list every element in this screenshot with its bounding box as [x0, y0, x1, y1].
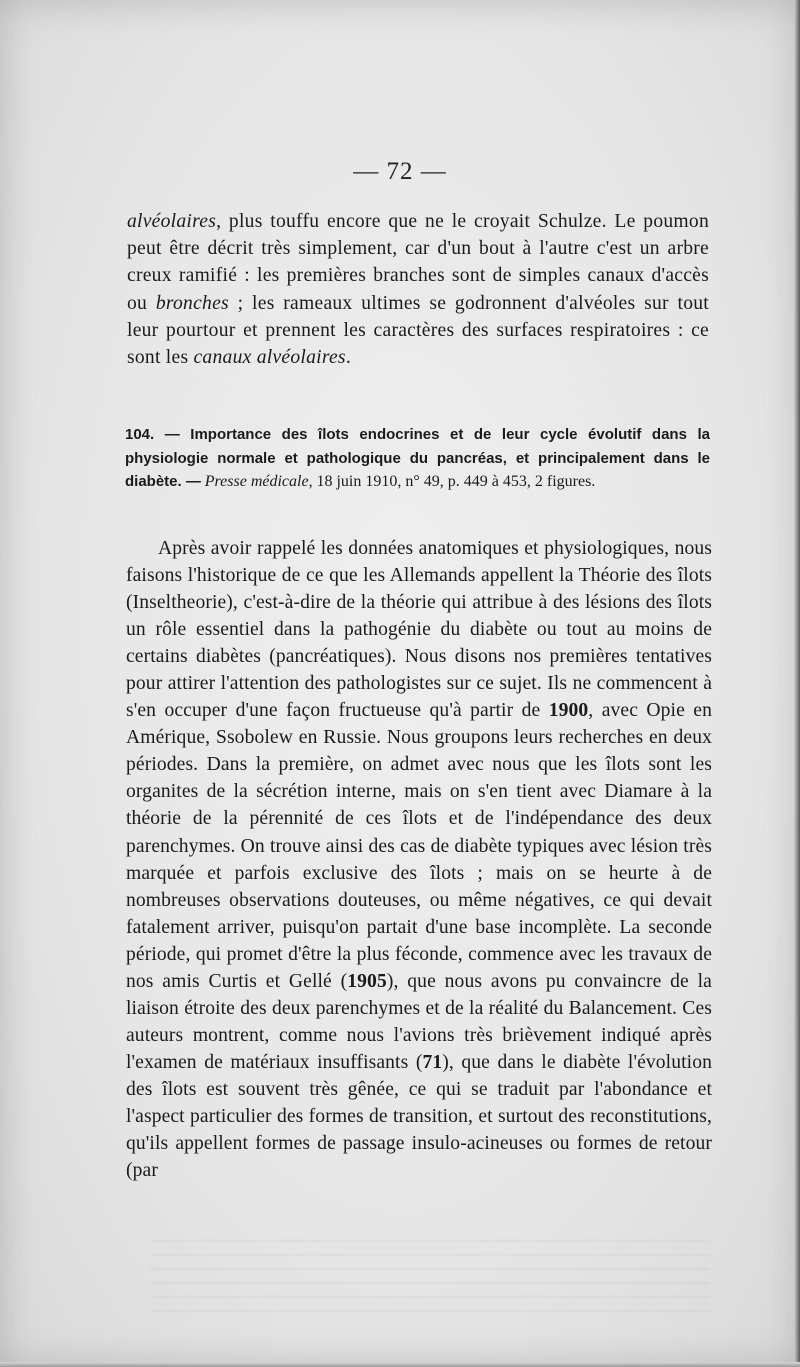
italic-term-bronches: bronches: [155, 292, 229, 314]
paragraph-text: ), que dans le diabète l'évolution des îlots est souvent très gênée, ce qui se traduit par l'abondance et l'aspect particulier des formes de transition, et surtout des reconstitutions, qu'ils appellent formes de passage insulo-acineuses ou formes de retour (par: [126, 1051, 712, 1182]
paragraph-continuation: [127, 208, 709, 371]
page-bottom-edge: [0, 1362, 800, 1367]
page-number: — 72 —: [353, 158, 447, 185]
paragraph-text: Après avoir rappelé les données anatomiques et physiologiques, nous faisons l'historique de ce que les Allemands appellent la Théorie des îlots (Inseltheorie), c'est-à-dire de la théorie qui attribue à des lésions des îlots un rôle essentiel dans la pathogénie du diabète ou tout au moins de certains diabètes (pancréatiques). Nous disons nos premières tentatives pour attirer l'attention des pathologistes sur ce sujet. Ils ne commencent à s'en occuper d'une façon fructueuse qu'à partir de: [126, 538, 712, 722]
reference-details: 18 juin 1910, n° 49, p. 449 à 453, 2 figures.: [316, 473, 596, 490]
bold-year: 1900: [548, 700, 589, 722]
bleed-through-text: [150, 1240, 710, 1320]
paragraph-text: .: [345, 347, 351, 369]
reference-title: 104. — Importance des îlots endocrines et de leur cycle évolutif dans la physiologie normale et pathologique du pancréas, et principalement dans le diabète. —: [125, 426, 710, 490]
bold-reference-number: 71: [422, 1051, 443, 1073]
paragraph-text: , avec Opie en Amérique, Ssobolew en Russie. Nous groupons leurs recherches en deux périodes. Dans la première, on admet avec nous que les îlots sont les organites de la sécrétion interne, mais on s'en tient avec Diamare à la théorie de la pérennité de ces îlots et de l'indépendance des deux parenchymes. On trouve ainsi des cas de diabète typiques avec lésion très marquée et parfois exclusive des îlots ; mais on se heurte à de nombreuses observations douteuses, ou même négatives, ce qui devait fatalement arriver, puisqu'on partait d'une base incomplète. La seconde période, qui promet d'être la plus féconde, commence avec les travaux de nos amis Curtis et Gellé (: [126, 700, 712, 992]
page-edge-shadow: [794, 0, 800, 1367]
paragraph-text: ; les rameaux ultimes se godronnent d'alvéoles sur tout leur pourtour et prennent les caractères des surfaces respiratoires : ce sont les: [127, 292, 709, 369]
summary-paragraph: [126, 535, 712, 1184]
bold-year: 1905: [347, 970, 387, 992]
italic-term-alveolaires: alvéolaires: [127, 211, 217, 232]
paragraph-text: , plus touffu encore que ne le croyait Schulze. Le poumon peut être décrit très simplement, car d'un bout à l'autre c'est un arbre creux ramifié : les premières branches sont de simples canaux d'accès ou: [127, 211, 709, 314]
italic-term-canaux: canaux alvéolaires: [193, 347, 346, 369]
reference-journal: Presse médicale,: [204, 473, 313, 490]
paragraph-text: ), que nous avons pu convaincre de la liaison étroite des deux parenchymes et de la réalité du Balancement. Ces auteurs montrent, comme nous l'avions très brièvement indiqué après l'examen de matériaux insuffisants (: [126, 970, 712, 1073]
bibliographic-reference: [125, 423, 710, 494]
